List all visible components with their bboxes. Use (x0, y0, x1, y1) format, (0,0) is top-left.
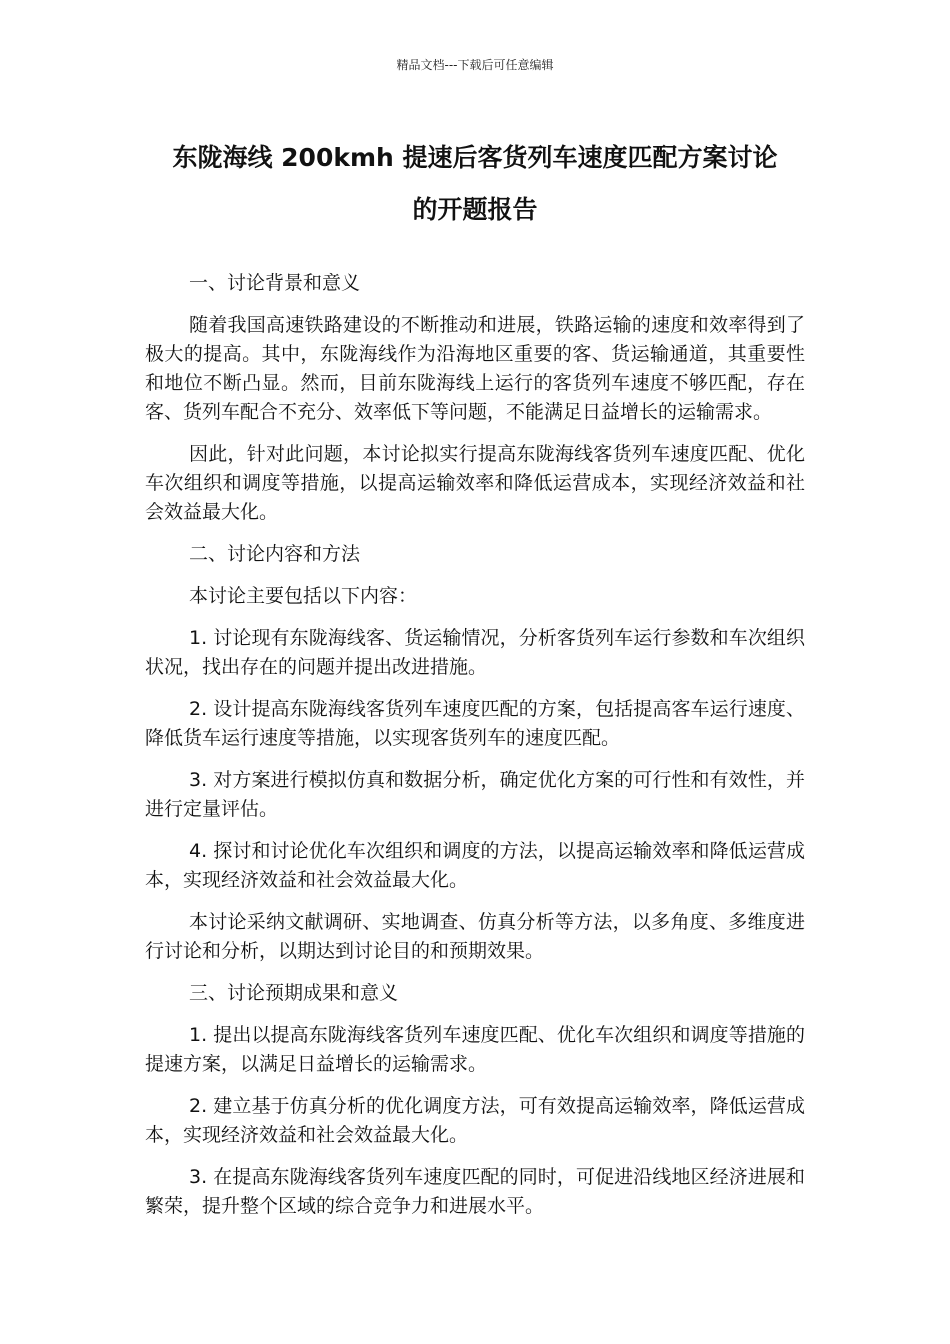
paragraph-content-intro: 本讨论主要包括以下内容： (189, 585, 418, 607)
section-heading-expected-results: 三、讨论预期成果和意义 (189, 982, 399, 1004)
list-item-content-3: 3. 对方案进行模拟仿真和数据分析，确定优化方案的可行性和有效性，并进行定量评估。 (145, 769, 805, 820)
list-item-content-2: 2. 设计提高东陇海线客货列车速度匹配的方案，包括提高客车运行速度、降低货车运行速度等措施，以实现客货列车的速度匹配。 (145, 698, 805, 749)
paragraph-measures: 因此，针对此问题，本讨论拟实行提高东陇海线客货列车速度匹配、优化车次组织和调度等措施，以提高运输效率和降低运营成本，实现经济效益和社会效益最大化。 (145, 443, 805, 523)
list-item-result-3: 3. 在提高东陇海线客货列车速度匹配的同时，可促进沿线地区经济进展和繁荣，提升整个区域的综合竞争力和进展水平。 (145, 1166, 805, 1217)
list-item-content-1: 1. 讨论现有东陇海线客、货运输情况，分析客货列车运行参数和车次组织状况，找出存在的问题并提出改进措施。 (145, 627, 805, 678)
paragraph-background: 随着我国高速铁路建设的不断推动和进展，铁路运输的速度和效率得到了极大的提高。其中，东陇海线作为沿海地区重要的客、货运输通道，其重要性和地位不断凸显。然而，目前东陇海线上运行的客货列车速度不够匹配，存在客、货列车配合不充分、效率低下等问题，不能满足日益增长的运输需求。 (145, 314, 805, 423)
document-body (145, 269, 805, 1234)
title-line-1: 东陇海线 200kmh 提速后客货列车速度匹配方案讨论 (172, 143, 778, 172)
list-item-result-2: 2. 建立基于仿真分析的优化调度方法，可有效提高运输效率，降低运营成本，实现经济效益和社会效益最大化。 (145, 1095, 805, 1146)
section-heading-background: 一、讨论背景和意义 (189, 272, 361, 294)
paragraph-methods: 本讨论采纳文献调研、实地调查、仿真分析等方法，以多角度、多维度进行讨论和分析，以期达到讨论目的和预期效果。 (145, 911, 805, 962)
document-title (140, 132, 810, 236)
section-heading-content-methods: 二、讨论内容和方法 (189, 543, 361, 565)
header-note: 精品文档---下载后可任意编辑 (396, 58, 554, 72)
title-line-2: 的开题报告 (412, 195, 538, 224)
list-item-result-1: 1. 提出以提高东陇海线客货列车速度匹配、优化车次组织和调度等措施的提速方案，以满足日益增长的运输需求。 (145, 1024, 805, 1075)
list-item-content-4: 4. 探讨和讨论优化车次组织和调度的方法，以提高运输效率和降低运营成本，实现经济效益和社会效益最大化。 (145, 840, 805, 891)
